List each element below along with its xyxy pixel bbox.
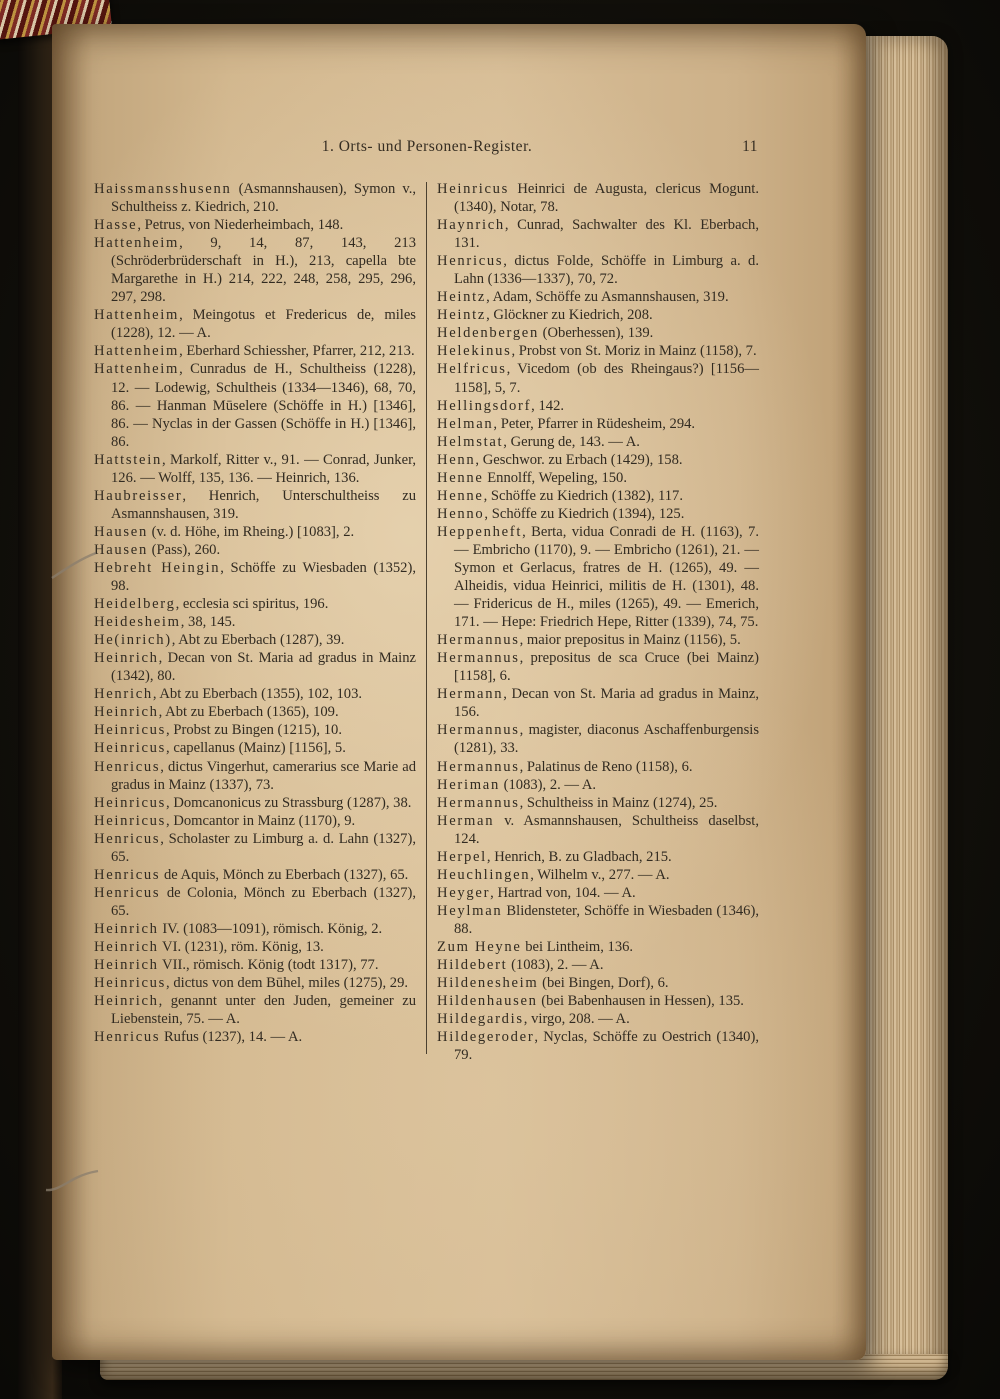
index-entry bbox=[437, 721, 759, 757]
index-column-right bbox=[437, 180, 759, 1064]
entry-text: , Decan von St. Maria ad gradus in Mainz, 156. bbox=[454, 686, 759, 721]
index-entry bbox=[94, 613, 416, 631]
entry-text: , Scholaster zu Limburg a. d. Lahn (1327), 65. bbox=[111, 830, 416, 865]
entry-headword: Henne bbox=[437, 469, 484, 486]
entry-headword: Heinricus bbox=[94, 975, 167, 992]
index-entry bbox=[94, 523, 416, 541]
entry-headword: Hildenhausen bbox=[437, 993, 538, 1010]
entry-text: , Probst von St. Moriz in Mainz (1158), 7. bbox=[511, 343, 757, 360]
entry-text: , ecclesia sci spiritus, 196. bbox=[175, 596, 329, 613]
entry-text: , Meingotus et Fredericus de, miles (1228), 12. — A. bbox=[111, 307, 416, 342]
entry-text: , Adam, Schöffe zu Asmannshausen, 319. bbox=[486, 289, 729, 306]
index-entry bbox=[437, 288, 759, 306]
entry-text: (bei Babenhausen in Hessen), 135. bbox=[537, 993, 744, 1010]
index-entry bbox=[94, 794, 416, 812]
entry-headword: Hildegeroder bbox=[437, 1029, 535, 1046]
entry-text: , Nyclas, Schöffe zu Oestrich (1340), 79. bbox=[454, 1029, 759, 1064]
index-entry bbox=[94, 595, 416, 613]
index-entry bbox=[437, 902, 759, 938]
index-column-left bbox=[94, 180, 416, 1064]
entry-headword: Henno bbox=[437, 505, 485, 522]
index-entry bbox=[437, 812, 759, 848]
entry-headword: Heppenheft bbox=[437, 523, 523, 540]
index-entry bbox=[94, 180, 416, 216]
index-entry bbox=[94, 884, 416, 920]
entry-headword: Heinrich bbox=[94, 938, 159, 955]
index-entry bbox=[437, 866, 759, 884]
index-entry bbox=[94, 992, 416, 1028]
entry-headword: Hermannus bbox=[437, 794, 520, 811]
entry-text: , Decan von St. Maria ad gradus in Mainz (1342), 80. bbox=[111, 650, 416, 685]
entry-text: , dictus Folde, Schöffe in Limburg a. d. Lahn (1336—1337), 70, 72. bbox=[454, 253, 759, 288]
index-entry bbox=[437, 433, 759, 451]
entry-text: de Aquis, Mönch zu Eberbach (1327), 65. bbox=[160, 866, 409, 883]
index-entry bbox=[437, 216, 759, 252]
book-page bbox=[52, 24, 866, 1360]
index-entry bbox=[94, 487, 416, 523]
entry-headword: Hattenheim bbox=[94, 235, 180, 252]
index-columns bbox=[94, 180, 760, 1064]
index-entry bbox=[437, 884, 759, 902]
entry-headword: Henricus bbox=[94, 830, 161, 847]
entry-headword: Helmstat bbox=[437, 433, 504, 450]
index-entry bbox=[437, 415, 759, 433]
index-entry bbox=[94, 866, 416, 884]
entry-headword: Helman bbox=[437, 415, 494, 432]
index-entry bbox=[437, 252, 759, 288]
entry-headword: Hermannus bbox=[437, 722, 520, 739]
entry-text: , Schöffe zu Wiesbaden (1352), 98. bbox=[111, 559, 416, 595]
index-entry bbox=[94, 360, 416, 450]
entry-text: , Schöffe zu Kiedrich (1382), 117. bbox=[483, 487, 683, 504]
entry-text: , Berta, vidua Conradi de H. (1163), 7. — Embricho (1170), 9. — Embricho (1261), 21. — Symon et Gerlacus, fratres de H. (1265), 49. — Alheidis, vidua Heinrici, militis de H. (1301), 48. — Fridericus de H., miles (1265), 49. — Emerich, 171. — Hepe: Friedrich Hepe, Ritter (1339), 74, 75. bbox=[454, 523, 759, 631]
index-entry bbox=[94, 685, 416, 703]
entry-headword: Heidelberg bbox=[94, 596, 176, 613]
page-header bbox=[94, 138, 760, 160]
index-entry bbox=[94, 631, 416, 649]
entry-text: , Henrich, Unterschultheiss zu Asmannshausen, 319. bbox=[111, 487, 416, 522]
entry-headword: Hattenheim bbox=[94, 361, 180, 378]
entry-headword: Hermannus bbox=[437, 632, 520, 649]
entry-text: , Markolf, Ritter v., 91. — Conrad, Junker, 126. — Wolff, 135, 136. — Heinrich, 136. bbox=[111, 451, 416, 486]
entry-headword: Heinricus bbox=[437, 181, 510, 197]
entry-text: , Palatinus de Reno (1158), 6. bbox=[519, 758, 693, 775]
entry-headword: Hildebert bbox=[437, 957, 508, 974]
entry-headword: Henricus bbox=[94, 1029, 161, 1046]
index-entry bbox=[94, 812, 416, 830]
entry-headword: Heinrich bbox=[94, 993, 159, 1010]
entry-text: , magister, diaconus Aschaffenburgensis (1281), 33. bbox=[454, 722, 759, 757]
entry-text: , Petrus, von Niederheimbach, 148. bbox=[137, 217, 344, 234]
index-entry bbox=[94, 306, 416, 342]
entry-headword: Heldenbergen bbox=[437, 325, 539, 342]
entry-text: , Hartrad von, 104. — A. bbox=[490, 884, 636, 901]
index-entry bbox=[94, 451, 416, 487]
index-entry bbox=[437, 505, 759, 523]
entry-text: , 142. bbox=[531, 397, 565, 414]
entry-headword: Helekinus bbox=[437, 343, 512, 360]
column-divider bbox=[426, 182, 427, 1054]
entry-headword: Henn bbox=[437, 451, 476, 468]
index-entry bbox=[437, 685, 759, 721]
index-entry bbox=[437, 1028, 759, 1064]
entry-text: (Asmannshausen), Symon v., Schultheiss z. Kiedrich, 210. bbox=[111, 181, 416, 216]
entry-text: , Vicedom (ob des Rheingaus?) [1156—1158], 5, 7. bbox=[454, 361, 759, 396]
index-entry bbox=[437, 1010, 759, 1028]
entry-text: , Eberhard Schiessher, Pfarrer, 212, 213. bbox=[179, 343, 415, 360]
entry-headword: Henricus bbox=[94, 866, 161, 883]
entry-headword: Henricus bbox=[94, 758, 161, 775]
page-edges-right bbox=[862, 36, 948, 1370]
entry-text: bei Lintheim, 136. bbox=[521, 938, 634, 955]
entry-text: , Abt zu Eberbach (1365), 109. bbox=[158, 704, 339, 721]
index-entry bbox=[437, 469, 759, 487]
index-entry bbox=[94, 342, 416, 360]
entry-headword: Hellingsdorf bbox=[437, 397, 532, 414]
index-entry bbox=[437, 324, 759, 342]
entry-text: (1083), 2. — A. bbox=[507, 957, 604, 974]
entry-text: , dictus Vingerhut, camerarius sce Marie ad gradus in Mainz (1337), 73. bbox=[111, 758, 416, 793]
entry-headword: Heintz bbox=[437, 289, 487, 306]
index-entry bbox=[94, 956, 416, 974]
entry-text: , Glöckner zu Kiedrich, 208. bbox=[486, 307, 653, 324]
index-entry bbox=[437, 631, 759, 649]
index-entry bbox=[437, 487, 759, 505]
entry-text: (Oberhessen), 139. bbox=[538, 325, 654, 342]
index-entry bbox=[437, 649, 759, 685]
entry-headword: Hausen bbox=[94, 523, 148, 540]
entry-headword: Henricus bbox=[437, 253, 504, 270]
entry-text: , capellanus (Mainz) [1156], 5. bbox=[166, 740, 346, 757]
index-entry bbox=[94, 649, 416, 685]
entry-headword: Herpel bbox=[437, 848, 487, 865]
entry-headword: Helfricus bbox=[437, 361, 507, 378]
entry-text: , Probst zu Bingen (1215), 10. bbox=[166, 722, 342, 739]
entry-text: v. Asmannshausen, Schultheiss daselbst, 124. bbox=[454, 812, 759, 847]
index-entry bbox=[437, 360, 759, 396]
entry-text: , Geschwor. zu Erbach (1429), 158. bbox=[475, 451, 683, 468]
entry-headword: Haubreisser bbox=[94, 487, 183, 504]
entry-headword: Hattstein bbox=[94, 451, 162, 468]
entry-headword: Heinrich bbox=[94, 650, 159, 667]
entry-text: , Schultheiss in Mainz (1274), 25. bbox=[519, 794, 718, 811]
entry-headword: Heinricus bbox=[94, 794, 167, 811]
entry-headword: Heyger bbox=[437, 884, 491, 901]
index-entry bbox=[94, 216, 416, 234]
entry-text: , Cunrad, Sachwalter des Kl. Eberbach, 131. bbox=[454, 217, 759, 252]
entry-headword: Hildenesheim bbox=[437, 975, 539, 992]
entry-text: de Colonia, Mönch zu Eberbach (1327), 65. bbox=[111, 884, 416, 919]
entry-text: , Peter, Pfarrer in Rüdesheim, 294. bbox=[493, 415, 696, 432]
index-entry bbox=[94, 938, 416, 956]
entry-text: , dictus von dem Būhel, miles (1275), 29. bbox=[166, 975, 409, 992]
index-entry bbox=[94, 703, 416, 721]
entry-text: , virgo, 208. — A. bbox=[523, 1011, 630, 1028]
entry-headword: Haynrich bbox=[437, 217, 505, 234]
entry-text: , Cunradus de H., Schultheiss (1228), 12. — Lodewig, Schultheis (1334—1346), 68, 70, 86. — Hanman Mūselere (Schöffe in H.) [1346], 86. — Nyclas in der Gassen (Schöffe in H.) [1346], 86. bbox=[111, 361, 416, 450]
entry-headword: Haissmansshusenn bbox=[94, 181, 232, 197]
index-entry bbox=[94, 758, 416, 794]
register-title: 1. Orts- und Personen-Register. bbox=[321, 138, 533, 155]
index-entry bbox=[94, 234, 416, 306]
entry-text: Blidensteter, Schöffe in Wiesbaden (1346), 88. bbox=[454, 902, 759, 937]
entry-headword: Hattenheim bbox=[94, 307, 180, 324]
entry-text: , Gerung de, 143. — A. bbox=[503, 433, 640, 450]
entry-text: , 9, 14, 87, 143, 213 (Schröderbrüderschaft in H.), 213, capella bte Margarethe in H.) 214, 222, 248, 258, 295, 296, 297, 298. bbox=[111, 235, 416, 306]
entry-headword: Zum Heyne bbox=[437, 938, 522, 955]
entry-headword: Henne bbox=[437, 487, 484, 504]
entry-headword: Heriman bbox=[437, 776, 500, 793]
index-entry bbox=[437, 758, 759, 776]
entry-text: , Domcanonicus zu Strassburg (1287), 38. bbox=[166, 794, 412, 811]
index-entry bbox=[437, 342, 759, 360]
entry-text: , prepositus de sca Cruce (bei Mainz) [1158], 6. bbox=[454, 650, 759, 685]
index-entry bbox=[437, 956, 759, 974]
entry-headword: Henrich bbox=[94, 686, 153, 703]
entry-text: VI. (1231), röm. König, 13. bbox=[158, 938, 324, 955]
entry-headword: Heuchlingen bbox=[437, 866, 531, 883]
entry-text: , Wilhelm v., 277. — A. bbox=[530, 866, 670, 883]
index-entry bbox=[437, 306, 759, 324]
entry-headword: Hildegardis bbox=[437, 1011, 524, 1028]
index-entry bbox=[437, 776, 759, 794]
entry-text: (v. d. Höhe, im Rheing.) [1083], 2. bbox=[147, 523, 355, 540]
entry-headword: Hattenheim bbox=[94, 343, 180, 360]
index-entry bbox=[94, 721, 416, 739]
index-entry bbox=[437, 992, 759, 1010]
index-entry bbox=[437, 523, 759, 631]
entry-text: , genannt unter den Juden, gemeiner zu Liebenstein, 75. — A. bbox=[111, 993, 416, 1028]
entry-text: Rufus (1237), 14. — A. bbox=[160, 1029, 303, 1046]
index-entry bbox=[94, 1028, 416, 1046]
entry-headword: Heylman bbox=[437, 902, 503, 919]
index-entry bbox=[437, 180, 759, 216]
entry-text: , Abt zu Eberbach (1355), 102, 103. bbox=[152, 686, 363, 703]
index-entry bbox=[437, 451, 759, 469]
index-entry bbox=[437, 794, 759, 812]
index-entry bbox=[94, 559, 416, 595]
entry-text: , maior prepositus in Mainz (1156), 5. bbox=[519, 632, 741, 649]
entry-headword: Hermannus bbox=[437, 650, 520, 667]
entry-headword: Heintz bbox=[437, 307, 487, 324]
entry-headword: Herman bbox=[437, 812, 495, 829]
entry-headword: Hebreht Heingin bbox=[94, 559, 221, 576]
page-number: 11 bbox=[742, 138, 758, 155]
entry-text: , Schöffe zu Kiedrich (1394), 125. bbox=[484, 505, 685, 522]
entry-headword: Heidesheim bbox=[94, 614, 181, 631]
index-entry bbox=[94, 541, 416, 559]
entry-text: (bei Bingen, Dorf), 6. bbox=[538, 975, 669, 992]
entry-headword: Hermannus bbox=[437, 758, 520, 775]
entry-headword: Hasse bbox=[94, 217, 138, 234]
entry-text: (Pass), 260. bbox=[147, 541, 221, 558]
entry-headword: Heinricus bbox=[94, 722, 167, 739]
entry-text: Ennolff, Wepeling, 150. bbox=[483, 469, 627, 486]
entry-text: , Domcantor in Mainz (1170), 9. bbox=[166, 812, 356, 829]
entry-headword: Hausen bbox=[94, 541, 148, 558]
index-entry bbox=[437, 397, 759, 415]
index-entry bbox=[94, 739, 416, 757]
entry-headword: Heinrich bbox=[94, 920, 159, 937]
index-entry bbox=[437, 938, 759, 956]
index-entry bbox=[94, 974, 416, 992]
index-entry bbox=[94, 830, 416, 866]
index-entry bbox=[437, 974, 759, 992]
entry-headword: Henricus bbox=[94, 884, 161, 901]
entry-headword: Hermann bbox=[437, 686, 504, 703]
entry-text: , Henrich, B. zu Gladbach, 215. bbox=[486, 848, 672, 865]
entry-headword: Heinrich bbox=[94, 957, 159, 974]
index-entry bbox=[94, 920, 416, 938]
entry-text: VII., römisch. König (todt 1317), 77. bbox=[158, 957, 379, 974]
index-entry bbox=[437, 848, 759, 866]
entry-headword: Heinricus bbox=[94, 812, 167, 829]
entry-text: Heinrici de Augusta, clericus Mogunt. (1340), Notar, 78. bbox=[454, 181, 759, 216]
entry-text: IV. (1083—1091), römisch. König, 2. bbox=[158, 920, 383, 937]
entry-text: (1083), 2. — A. bbox=[499, 776, 597, 793]
entry-text: , Abt zu Eberbach (1287), 39. bbox=[171, 632, 345, 649]
entry-headword: Heinrich bbox=[94, 704, 159, 721]
entry-text: , 38, 145. bbox=[180, 614, 236, 631]
entry-headword: Heinricus bbox=[94, 740, 167, 757]
entry-headword: He(inrich) bbox=[94, 632, 172, 649]
